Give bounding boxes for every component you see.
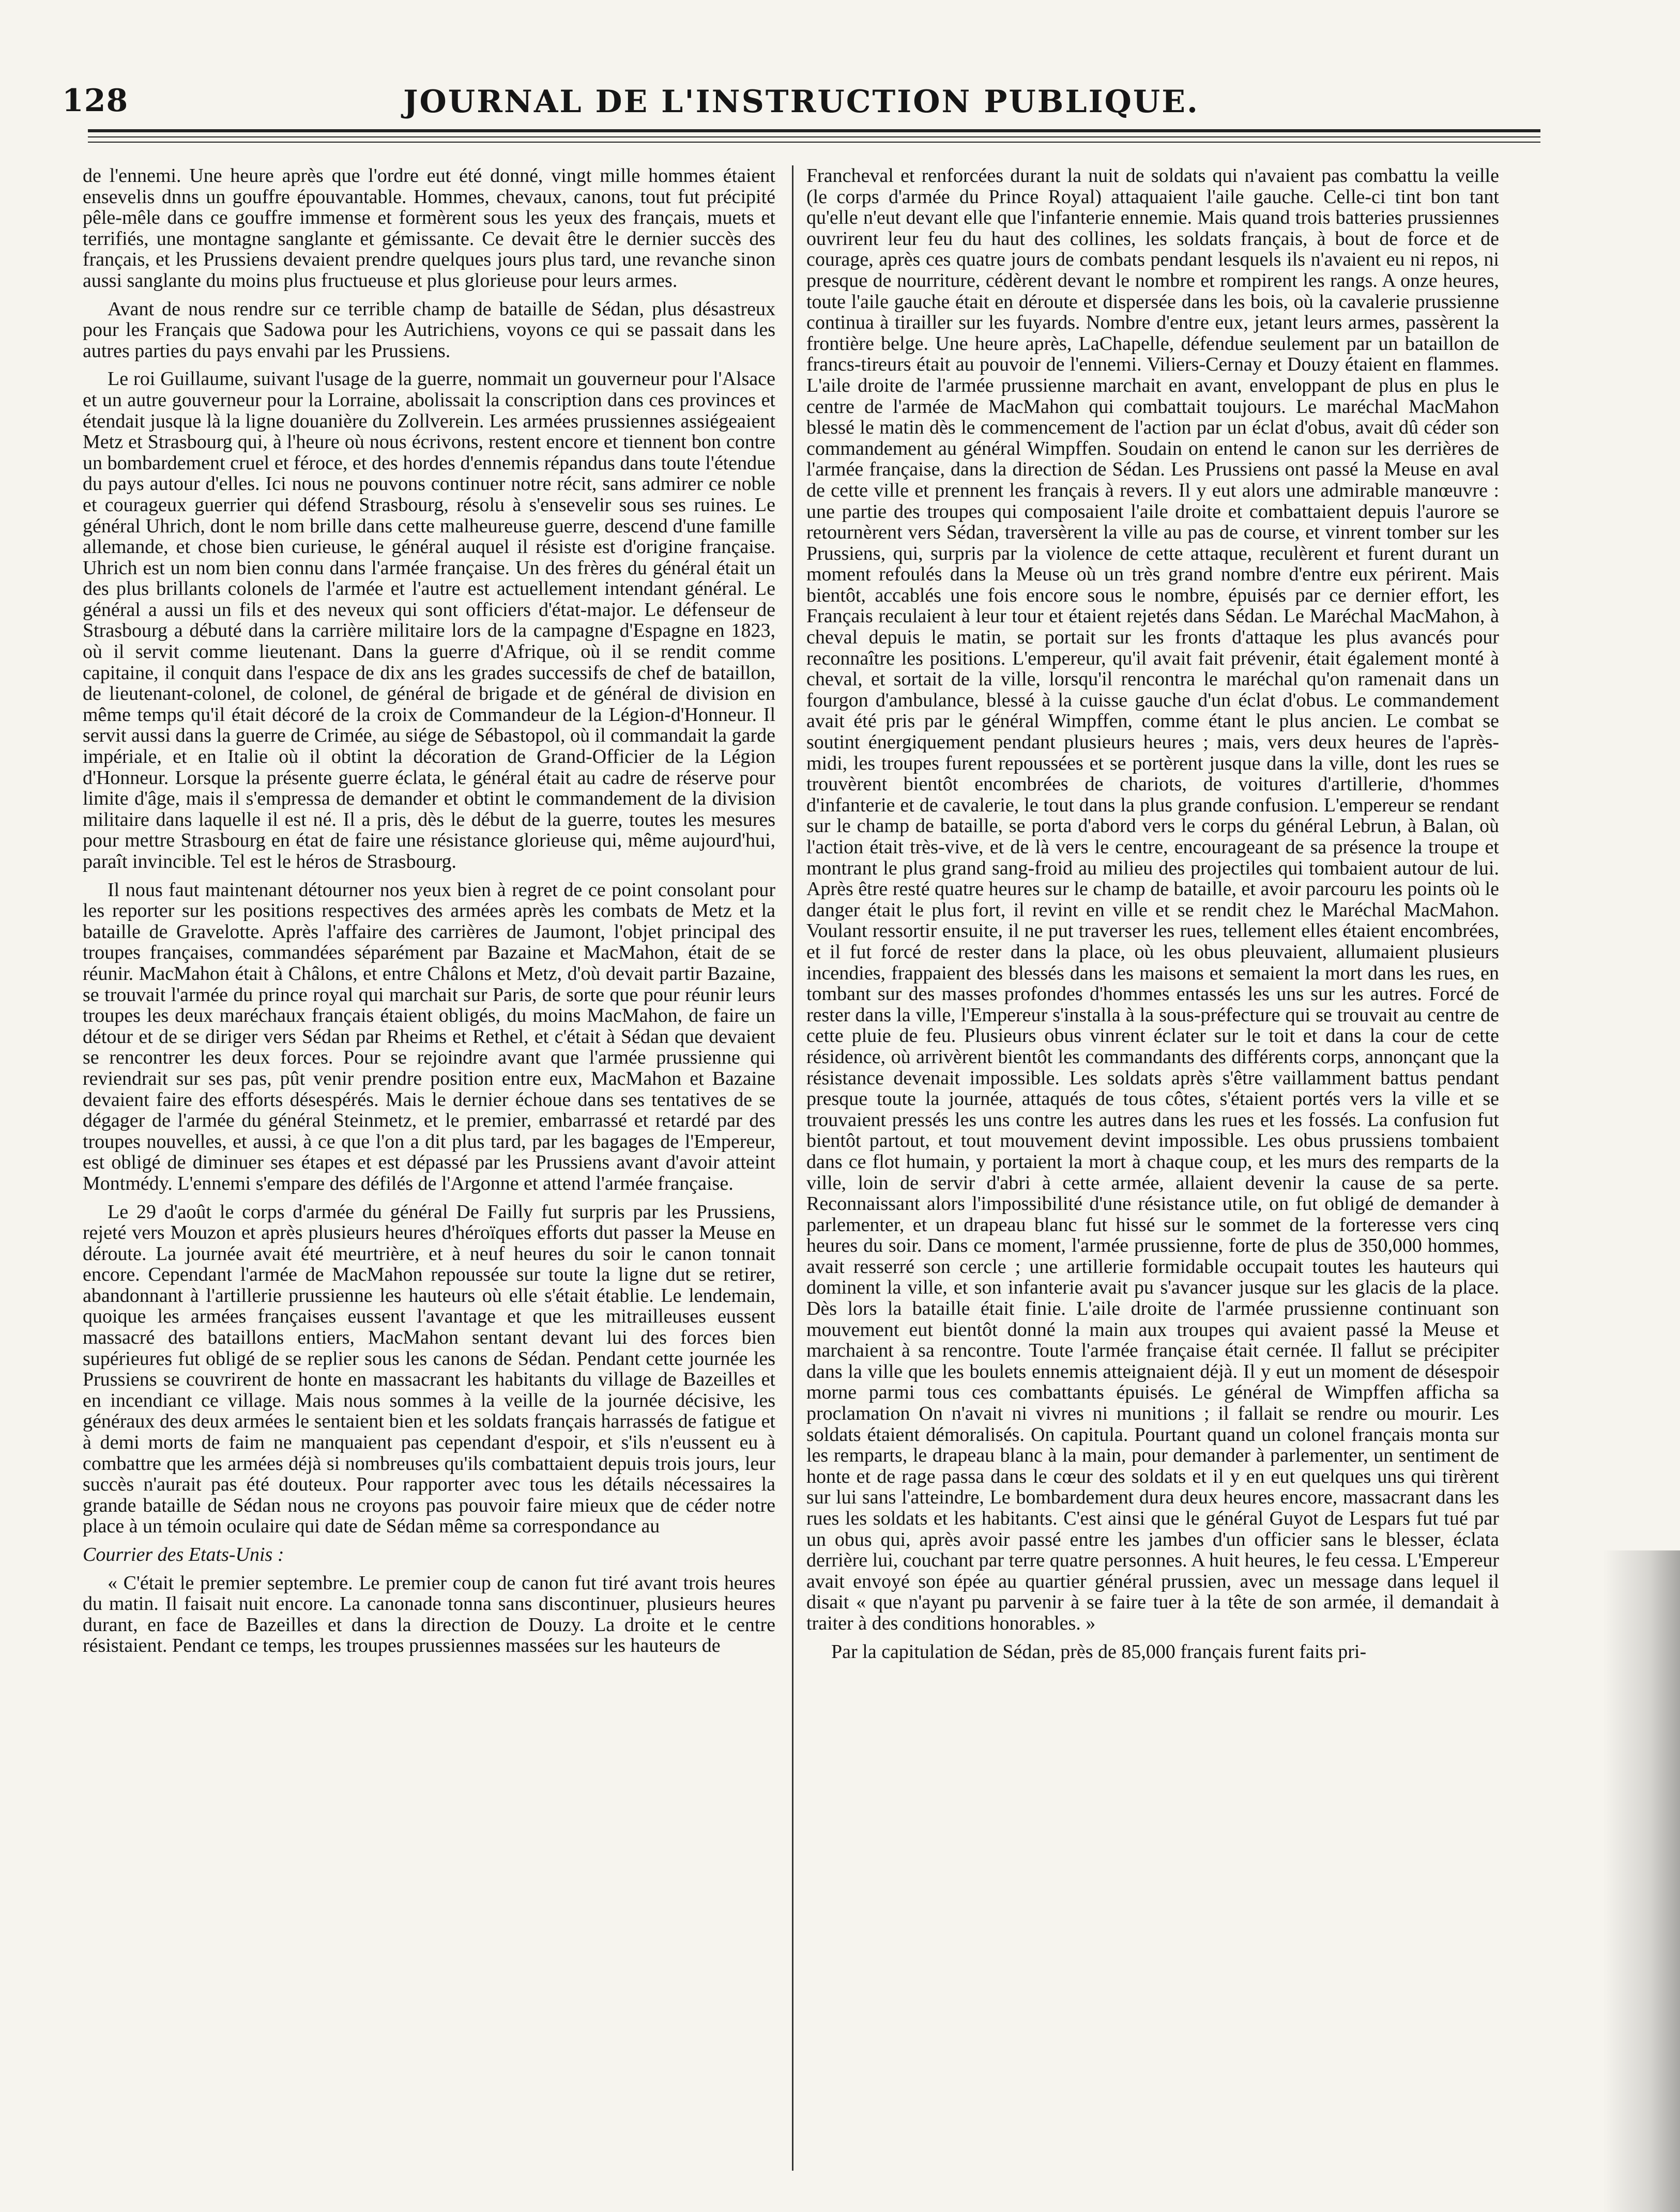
header-rule-thin-lower xyxy=(88,142,1540,143)
paragraph: Avant de nous rendre sur ce terrible champ de bataille de Sédan, plus désastreux pour les Français que Sadowa pour les Autrichiens, voyons ce qui se passait dans les autres parties du pays envahi par les Prussiens. xyxy=(83,298,775,362)
header-rule-thin xyxy=(88,136,1540,137)
right-column xyxy=(806,165,1499,2191)
paragraph: Il nous faut maintenant détourner nos yeux bien à regret de ce point consolant pour les reporter sur les positions respectives des armées après les combats de Metz et la bataille de Gravelotte. Après l'affaire des carrières de Jaumont, l'objet principal des troupes françaises, commandées séparément par Bazaine et MacMahon, était de se réunir. MacMahon était à Châlons, et entre Châlons et Metz, d'où devait partir Bazaine, se trouvait l'armée du prince royal qui marchait sur Paris, de sorte que pour réunir leurs troupes les deux maréchaux français étaient obligés, du moins MacMahon, de faire un détour et de se diriger vers Sédan par Rheims et Rethel, et c'était à Sédan que devaient se rencontrer les deux forces. Pour se rejoindre avant que l'armée prussienne qui reviendrait sur ses pas, pût venir prendre position entre eux, MacMahon et Bazaine devaient faire des efforts désespérés. Mais le dernier échoue dans ses tentatives de se dégager de l'armée du général Steinmetz, et le premier, embarrassé et retardé par des troupes nouvelles, et aussi, à ce que l'on a dit plus tard, par les bagages de l'Empereur, est obligé de diminuer ses étapes et est dépassé par les Prussiens avant d'avoir atteint Montmédy. L'ennemi s'empare des défilés de l'Argonne et attend l'armée française. xyxy=(83,879,775,1194)
page-header xyxy=(62,72,1540,124)
quoted-paragraph: « C'était le premier septembre. Le premier coup de canon fut tiré avant trois heures du matin. Il faisait nuit encore. La canonade tonna sans discontinuer, plusieurs heures durant, en face de Bazeilles et dans la direction de Douzy. La droite et le centre résistaient. Pendant ce temps, les troupes prussiennes massées sur les hauteurs de xyxy=(83,1572,775,1657)
paragraph: Francheval et renforcées durant la nuit de soldats qui n'avaient pas combattu la veille (le corps d'armée du Prince Royal) attaquaient l'aile gauche. Celle-ci tint bon tant qu'elle n'eut devant elle que l'infanterie ennemie. Mais quand trois batteries prussiennes ouvrirent leur feu du haut des collines, les soldats français, à bout de force et de courage, après ces quatre jours de combats pendant lesquels ils n'avaient eu ni repos, ni presque de nourriture, cédèrent devant le nombre et rompirent les rangs. A onze heures, toute l'aile gauche était en déroute et dispersée dans les bois, où la cavalerie prussienne continua à tirailler sur les fuyards. Nombre d'entre eux, jetant leurs armes, passèrent la frontière belge. Une heure après, LaChapelle, défendue seulement par un bataillon de francs-tireurs était au pouvoir de l'ennemi. Viliers-Cernay et Douzy étaient en flammes. L'aile droite de l'armée prussienne marchait en avant, enveloppant de plus en plus le centre de l'armée de MacMahon qui combattait toujours. Le maréchal MacMahon blessé le matin dès le commencement de l'action par un éclat d'obus, avait dû céder son commandement au général Wimpffen. Soudain on entend le canon sur les derrières de l'armée française, dans la direction de Sédan. Les Prussiens ont passé la Meuse en aval de cette ville et prennent les français à revers. Il y eut alors une admirable manœuvre : une partie des troupes qui composaient l'aile droite et combattaient depuis l'aurore se retournèrent vers Sédan, traversèrent la ville au pas de course, et vinrent tomber sur les Prussiens, qui, surpris par la violence de cette attaque, reculèrent et furent durant un moment refoulés dans la Meuse où un très grand nombre d'entre eux périrent. Mais bientôt, accablés une fois encore sous le nombre, épuisés par ce dernier effort, les Français reculaient à leur tour et étaient rejetés dans Sédan. Le Maréchal MacMahon, à cheval depuis le matin, se portait sur les fronts d'attaque les plus avancés pour reconnaître les positions. L'empereur, qu'il avait fait prévenir, était également monté à cheval, et sortait de la ville, lorsqu'il rencontra le maréchal qu'on ramenait dans un fourgon d'ambulance, blessé à la cuisse gauche d'un éclat d'obus. Le commandement avait été pris par le général Wimpffen, comme étant le plus ancien. Le combat se soutint énergiquement pendant plusieurs heures ; mais, vers deux heures de l'après-midi, les troupes furent repoussées et se portèrent jusque dans la ville, dont les rues se trouvèrent bientôt encombrées de chariots, de voitures d'artillerie, d'hommes d'infanterie et de cavalerie, le tout dans la plus grande confusion. L'empereur se rendant sur le champ de bataille, se porta d'abord vers le corps du général Lebrun, à Balan, où l'action était très-vive, et de là vers le centre, encourageant de sa présence la troupe et montrant le plus grand sang-froid au milieu des projectiles qui tombaient autour de lui. Après être resté quatre heures sur le champ de bataille, et avoir parcouru les points où le danger était le plus fort, il revint en ville et se rendit chez le Maréchal MacMahon. Voulant ressortir ensuite, il ne put traverser les rues, tellement elles étaient encombrées, et il fut forcé de rester dans la place, où les obus pleuvaient, allumaient plusieurs incendies, frappaient des blessés dans les maisons et semaient la mort dans les rues, en tombant sur des masses profondes d'hommes entassés les uns sur les autres. Forcé de rester dans la ville, l'Empereur s'installa à la sous-préfecture qui se trouvait au centre de cette pluie de feu. Plusieurs obus vinrent éclater sur le toit et dans la cour de cette résidence, où arrivèrent bientôt les commandants des différents corps, annonçant que la résistance devenait impossible. Les soldats après s'être vaillamment battus pendant presque toute la journée, attaqués de tous côtes, s'étaient portés vers la ville et se trouvaient pressés les uns contre les autres dans les rues et les fossés. La confusion fut bientôt partout, et tout mouvement devint impossible. Les obus prussiens tombaient dans ce flot humain, y portaient la mort à chaque coup, et les murs des remparts de la ville, loin de servir d'abri à cette armée, allaient devenir la cause de sa perte. Reconnaissant alors l'impossibilité d'une résistance utile, on fut obligé de demander à parlementer, et un drapeau blanc fut hissé sur le sommet de la forteresse vers cinq heures du soir. Dans ce moment, l'armée prussienne, forte de plus de 350,000 hommes, avait resserré son cercle ; une artillerie formidable occupait toutes les hauteurs qui dominent la ville, et son infanterie avait pu s'avancer jusque sur les glacis de la place. Dès lors la bataille était finie. L'aile droite de l'armée prussienne continuant son mouvement eut bientôt donné la main aux troupes qui avaient passé la Meuse et marchaient à sa rencontre. Toute l'armée française était cernée. Il fallut se précipiter dans la ville que les boulets ennemis atteignaient déjà. Il y eut un moment de désespoir morne parmi tous ces combattants épuisés. Le général de Wimpffen afficha sa proclamation On n'avait ni vivres ni munitions ; il fallait se rendre ou mourir. Les soldats étaient démoralisés. On capitula. Pourtant quand un colonel français monta sur les remparts, le drapeau blanc à la main, pour demander à parlementer, un sentiment de honte et de rage passa dans le cœur des soldats et il y en eut quelques uns qui tirèrent sur lui sans l'atteindre, Le bombardement dura deux heures encore, massacrant dans les rues les soldats et les habitants. C'est ainsi que le général Guyot de Lespars fut tué par un obus qui, après avoir passé entre les jambes d'un officier sans le blesser, éclata derrière lui, couchant par terre quatre personnes. A huit heures, le feu cessa. L'Empereur avait envoyé son épée au quartier général prussien, avec un message dans lequel il disait « que n'ayant pu parvenir à se faire tuer à la tête de son armée, il demandait à traiter à des conditions honorables. » xyxy=(806,165,1499,1634)
left-column xyxy=(83,165,775,2191)
paragraph: Le roi Guillaume, suivant l'usage de la guerre, nommait un gouverneur pour l'Alsace et un autre gouverneur pour la Lorraine, abolissait la conscription dans ces provinces et étendait jusque là la ligne douanière du Zollverein. Les armées prussiennes assiégeaient Metz et Strasbourg qui, à l'heure où nous écrivons, restent encore et tiennent bon contre un bombardement cruel et féroce, et des hordes d'ennemis répandus dans toute l'étendue du pays autour d'elles. Ici nous ne pouvons continuer notre récit, sans admirer ce noble et courageux guerrier qui défend Strasbourg, résolu à s'ensevelir sous ses ruines. Le général Uhrich, dont le nom brille dans cette malheureuse guerre, descend d'une famille allemande, et chose bien curieuse, le général auquel il résiste est d'origine française. Uhrich est un nom bien connu dans l'armée française. Un des frères du général était un des plus brillants colonels de l'armée et l'autre est actuellement intendant général. Le général a aussi un fils et des neveux qui sont officiers d'état-major. Le défenseur de Strasbourg a débuté dans la carrière militaire lors de la campagne d'Espagne en 1823, où il servit comme lieutenant. Dans la guerre d'Afrique, où il se rendit comme capitaine, il conquit dans l'espace de dix ans les grades successifs de chef de bataillon, de lieutenant-colonel, de colonel, de général de brigade et de général de division en même temps qu'il était décoré de la croix de Commandeur de la Légion-d'Honneur. Il servit aussi dans la guerre de Crimée, au siége de Sébastopol, où il commandait la garde impériale, et en Italie où il obtint la décoration de Grand-Officier de la Légion d'Honneur. Lorsque la présente guerre éclata, le général était au cadre de réserve pour limite d'âge, mais il s'empressa de demander et obtint le commandement de la division militaire dans laquelle il est né. Il a pris, dès le début de la guerre, toutes les mesures pour mettre Strasbourg en état de faire une résistance glorieuse qui, même aujourd'hui, paraît invincible. Tel est le héros de Strasbourg. xyxy=(83,368,775,872)
header-rule-thick xyxy=(88,129,1540,132)
column-divider xyxy=(792,165,793,2171)
paragraph: Par la capitulation de Sédan, près de 85,000 français furent faits pri- xyxy=(831,1640,1367,1663)
paragraph: Le 29 d'août le corps d'armée du général De Failly fut surpris par les Prussiens, rejeté vers Mouzon et après plusieurs heures d'héroïques efforts dut passer la Meuse en déroute. La journée avait été meurtrière, et à neuf heures du soir le canon tonnait encore. Cependant l'armée de MacMahon repoussée sur toute la ligne dut se retirer, abandonnant à l'artillerie prussienne les hauteurs où elle s'était établie. Le lendemain, quoique les armées françaises eussent l'avantage et que les mitrailleuses eussent massacré des bataillons entiers, MacMahon sentant devant lui des forces bien supérieures fut obligé de se replier sous les canons de Sédan. Pendant cette journée les Prussiens se couvrirent de honte en massacrant les habitants du village de Bazeilles et en incendiant ce village. Mais nous sommes à la veille de la journée décisive, les généraux des deux armées le sentaient bien et les soldats français harrassés de fatigue et à demi morts de faim ne manquaient pas cependant d'espoir, et s'ils n'eussent eu à combattre que les armées déjà si nombreuses qu'ils combattaient depuis trois jours, leur succès n'aurait pas été douteux. Pour rapporter avec tous les détails nécessaires la grande bataille de Sédan nous ne croyons pas pouvoir faire mieux que de céder notre place à un témoin oculaire qui date de Sédan même sa correspondance au xyxy=(83,1201,775,1538)
page-edge-shadow xyxy=(1602,1550,1680,2212)
paragraph: de l'ennemi. Une heure après que l'ordre eut été donné, vingt mille hommes étaient ensevelis dnns un gouffre épouvantable. Hommes, chevaux, canons, tout fut précipité pêle-mêle dans ce gouffre immense et formèrent sous les yeux des français, muets et terrifiés, une montagne sanglante et gémissante. Ce devait être le dernier succès des français, et les Prussiens devaient prendre quelques jours plus tard, une revanche sinon aussi sanglante du moins plus fructueuse et plus glorieuse pour leurs armes. xyxy=(83,165,775,291)
source-citation: Courrier des Etats-Unis : xyxy=(83,1544,284,1565)
journal-title: JOURNAL DE L'INSTRUCTION PUBLIQUE. xyxy=(403,84,1199,120)
page-number: 128 xyxy=(62,83,129,119)
